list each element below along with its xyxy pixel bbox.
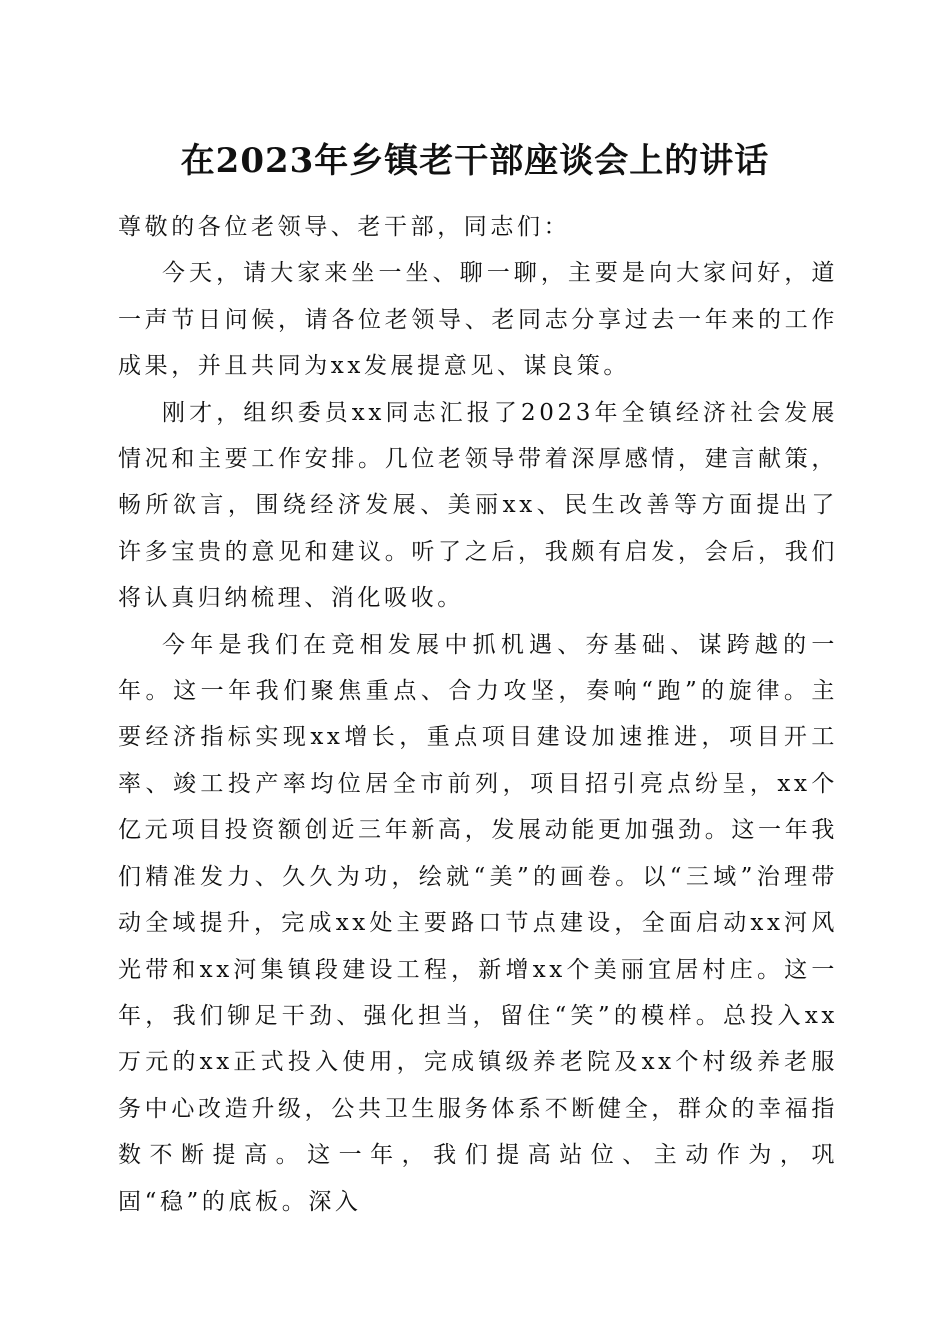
salutation: 尊敬的各位老领导、老干部，同志们： (118, 214, 571, 240)
document-body (118, 204, 838, 1225)
paragraph-report-feedback: 刚才，组织委员xx同志汇报了2023年全镇经济社会发展情况和主要工作安排。几位老领导带着深厚感情，建言献策，畅所欲言，围绕经济发展、美丽xx、民生改善等方面提出了许多宝贵的意见和建议。听了之后，我颇有启发，会后，我们将认真归纳梳理、消化吸收。 (118, 399, 838, 612)
document-title: 在2023年乡镇老干部座谈会上的讲话 (180, 141, 770, 181)
paragraph-annual-review: 今年是我们在竞相发展中抓机遇、夯基础、谋跨越的一年。这一年我们聚焦重点、合力攻坚，奏响“跑”的旋律。主要经济指标实现xx增长，重点项目建设加速推进，项目开工率、竣工投产率均位居全市前列，项目招引亮点纷呈，xx个亿元项目投资额创近三年新高，发展动能更加强劲。这一年我们精准发力、久久为功，绘就“美”的画卷。以“三域”治理带动全域提升，完成xx处主要路口节点建设，全面启动xx河风光带和xx河集镇段建设工程，新增xx个美丽宜居村庄。这一年，我们铆足干劲、强化担当，留住“笑”的模样。总投入xx万元的xx正式投入使用，完成镇级养老院及xx个村级养老服务中心改造升级，公共卫生服务体系不断健全，群众的幸福指数不断提高。这一年，我们提高站位、主动作为，巩固“稳”的底板。深入 (118, 631, 838, 1215)
paragraph-opening: 今天，请大家来坐一坐、聊一聊，主要是向大家问好，道一声节日问候，请各位老领导、老同志分享过去一年来的工作成果，并且共同为xx发展提意见、谋良策。 (118, 260, 838, 380)
